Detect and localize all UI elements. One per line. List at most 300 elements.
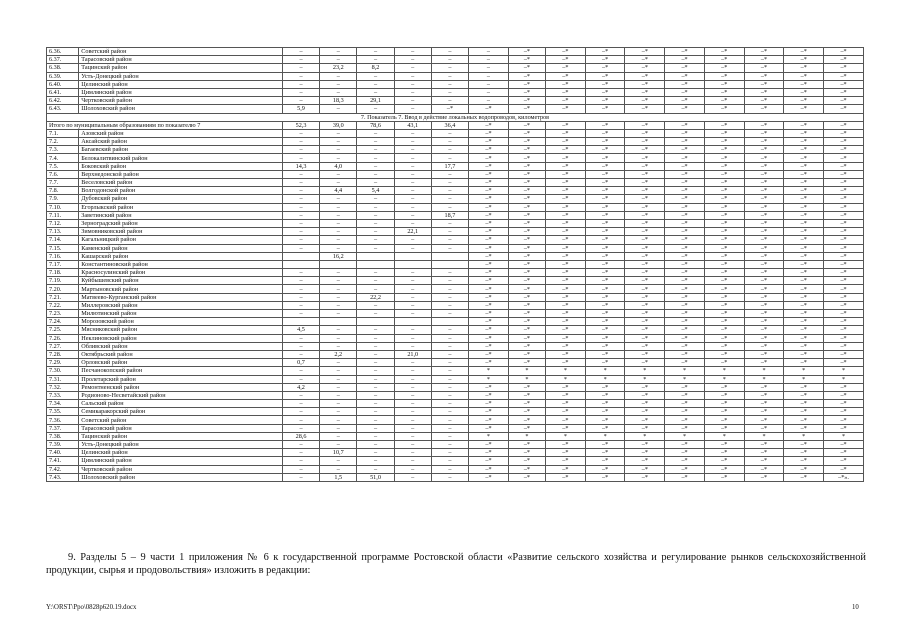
district-name: Цимлянский район	[79, 88, 283, 96]
value-cell: –	[357, 301, 394, 309]
value-cell: –	[469, 97, 509, 105]
row-number: 7.13.	[47, 228, 79, 236]
district-name: Шолоховский район	[79, 473, 283, 481]
total-value-cell: –*	[784, 121, 824, 129]
value-cell: –	[357, 88, 394, 96]
value-cell: –*	[546, 350, 586, 358]
value-cell: –	[394, 269, 431, 277]
value-cell: –*	[665, 146, 705, 154]
value-cell: –*	[665, 64, 705, 72]
value-cell: –*	[704, 219, 744, 227]
value-cell: –*	[585, 277, 625, 285]
value-cell: –	[394, 154, 431, 162]
value-cell: –	[320, 465, 357, 473]
value-cell: –*	[546, 408, 586, 416]
value-cell: –*	[508, 80, 545, 88]
value-cell: –*	[508, 400, 545, 408]
value-cell: –	[394, 408, 431, 416]
value-cell: –*	[824, 146, 864, 154]
value-cell: –	[320, 416, 357, 424]
value-cell: –*	[744, 449, 784, 457]
value-cell: –*	[784, 252, 824, 260]
value-cell: –*	[508, 179, 545, 187]
value-cell: –*	[665, 350, 705, 358]
value-cell: –*	[824, 350, 864, 358]
value-cell: –*	[824, 72, 864, 80]
value-cell: –	[431, 236, 468, 244]
value-cell: –	[320, 293, 357, 301]
value-cell: –*	[824, 105, 864, 113]
value-cell: –	[394, 465, 431, 473]
value-cell: –	[357, 416, 394, 424]
value-cell: –	[282, 334, 319, 342]
value-cell: –	[282, 391, 319, 399]
value-cell: 4,0	[320, 162, 357, 170]
value-cell: –*	[585, 48, 625, 56]
value-cell: –*	[704, 170, 744, 178]
value-cell: *	[585, 367, 625, 375]
table-row	[47, 179, 864, 187]
value-cell: –*	[784, 170, 824, 178]
value-cell: –	[282, 424, 319, 432]
value-cell: –*	[625, 105, 665, 113]
value-cell: –*	[665, 80, 705, 88]
row-number: 7.16.	[47, 252, 79, 260]
value-cell: –*	[784, 383, 824, 391]
row-number: 7.34.	[47, 400, 79, 408]
value-cell: –*	[625, 187, 665, 195]
value-cell: –	[282, 269, 319, 277]
table-row	[47, 56, 864, 64]
value-cell: –*	[546, 129, 586, 137]
value-cell: –	[394, 277, 431, 285]
value-cell: –*	[469, 391, 509, 399]
table-row	[47, 211, 864, 219]
value-cell: –*	[704, 56, 744, 64]
value-cell: –*	[469, 236, 509, 244]
value-cell: –*	[704, 252, 744, 260]
value-cell: –	[431, 301, 468, 309]
value-cell: –	[431, 432, 468, 440]
value-cell: –*	[824, 203, 864, 211]
value-cell: –*	[704, 179, 744, 187]
value-cell: –*	[585, 203, 625, 211]
table-row	[47, 228, 864, 236]
value-cell: –*	[824, 80, 864, 88]
value-cell: –	[320, 375, 357, 383]
value-cell: –*	[824, 277, 864, 285]
value-cell: –*	[744, 318, 784, 326]
value-cell: –	[431, 269, 468, 277]
table-row	[47, 170, 864, 178]
district-name: Советский район	[79, 48, 283, 56]
value-cell: –*	[665, 252, 705, 260]
value-cell: –*	[824, 64, 864, 72]
value-cell: –*	[585, 187, 625, 195]
value-cell: –	[394, 129, 431, 137]
value-cell: –	[469, 80, 509, 88]
value-cell: –*	[508, 301, 545, 309]
value-cell: –	[282, 416, 319, 424]
value-cell: –	[282, 449, 319, 457]
value-cell: –*	[784, 416, 824, 424]
table-row	[47, 138, 864, 146]
value-cell: –	[394, 416, 431, 424]
value-cell: 4,5	[282, 326, 319, 334]
value-cell: –*	[665, 129, 705, 137]
value-cell: –*	[469, 457, 509, 465]
value-cell: –*	[784, 211, 824, 219]
value-cell: –*	[824, 383, 864, 391]
value-cell: –*	[625, 359, 665, 367]
value-cell: –*	[784, 228, 824, 236]
value-cell: –*	[665, 318, 705, 326]
value-cell	[431, 260, 468, 268]
value-cell: –*	[508, 48, 545, 56]
row-number: 7.6.	[47, 170, 79, 178]
value-cell: 14,3	[282, 162, 319, 170]
value-cell: –	[394, 56, 431, 64]
value-cell: –*	[625, 203, 665, 211]
value-cell: –	[431, 72, 468, 80]
value-cell: 1,5	[320, 473, 357, 481]
value-cell: –*	[585, 383, 625, 391]
value-cell: –	[282, 285, 319, 293]
value-cell: *	[824, 367, 864, 375]
value-cell: –*	[585, 146, 625, 154]
value-cell: –	[431, 326, 468, 334]
value-cell: –*	[744, 162, 784, 170]
value-cell: –*	[824, 195, 864, 203]
row-number: 7.7.	[47, 179, 79, 187]
value-cell: –	[469, 88, 509, 96]
value-cell: –*	[744, 129, 784, 137]
value-cell: –*	[784, 350, 824, 358]
value-cell: –	[320, 146, 357, 154]
value-cell: –	[394, 244, 431, 252]
value-cell: –*	[546, 97, 586, 105]
value-cell: –	[394, 391, 431, 399]
value-cell: –	[282, 64, 319, 72]
value-cell: –*	[704, 154, 744, 162]
value-cell: –*	[704, 301, 744, 309]
value-cell: –	[394, 441, 431, 449]
value-cell: –*	[704, 260, 744, 268]
value-cell: –*	[824, 408, 864, 416]
value-cell: –*	[665, 342, 705, 350]
value-cell: 4,4	[320, 187, 357, 195]
district-name: Обливский район	[79, 342, 283, 350]
value-cell: –*	[546, 170, 586, 178]
value-cell: –*	[824, 179, 864, 187]
value-cell: –*	[824, 359, 864, 367]
value-cell: –	[357, 449, 394, 457]
value-cell: –*	[508, 154, 545, 162]
district-name: Цимлянский район	[79, 457, 283, 465]
value-cell: –*	[665, 97, 705, 105]
value-cell: –*	[784, 359, 824, 367]
value-cell: –*	[508, 465, 545, 473]
value-cell: –*	[744, 211, 784, 219]
value-cell: –	[394, 146, 431, 154]
value-cell: –	[320, 367, 357, 375]
value-cell: –*	[784, 473, 824, 481]
value-cell: –	[282, 170, 319, 178]
value-cell: –*	[625, 219, 665, 227]
value-cell: *	[665, 367, 705, 375]
value-cell: –*	[469, 359, 509, 367]
row-number: 6.41.	[47, 88, 79, 96]
value-cell: –*».	[824, 473, 864, 481]
value-cell: –	[394, 285, 431, 293]
value-cell: *	[784, 367, 824, 375]
value-cell: –*	[665, 465, 705, 473]
value-cell: –	[357, 129, 394, 137]
table-row	[47, 310, 864, 318]
value-cell: –*	[784, 342, 824, 350]
value-cell: –*	[508, 457, 545, 465]
value-cell: –	[431, 187, 468, 195]
value-cell: –*	[824, 252, 864, 260]
value-cell: *	[625, 375, 665, 383]
row-number: 7.40.	[47, 449, 79, 457]
value-cell: 0,7	[282, 359, 319, 367]
value-cell: –*	[704, 334, 744, 342]
row-number: 7.14.	[47, 236, 79, 244]
district-name: Каменский район	[79, 244, 283, 252]
district-name: Орловский район	[79, 359, 283, 367]
value-cell: –	[320, 219, 357, 227]
value-cell: –*	[546, 449, 586, 457]
value-cell: –*	[585, 301, 625, 309]
value-cell: –*	[585, 129, 625, 137]
value-cell: –*	[665, 219, 705, 227]
value-cell: –*	[625, 236, 665, 244]
value-cell: –*	[469, 187, 509, 195]
value-cell: –	[320, 342, 357, 350]
value-cell: –	[431, 138, 468, 146]
row-number: 7.2.	[47, 138, 79, 146]
value-cell: –*	[665, 441, 705, 449]
value-cell: –*	[824, 154, 864, 162]
value-cell: –	[431, 97, 468, 105]
value-cell: –	[394, 187, 431, 195]
value-cell: –	[357, 170, 394, 178]
table-row	[47, 97, 864, 105]
district-name: Белокалитвинский район	[79, 154, 283, 162]
value-cell: –*	[585, 195, 625, 203]
value-cell: –*	[744, 457, 784, 465]
value-cell: –*	[508, 162, 545, 170]
value-cell: –*	[469, 400, 509, 408]
value-cell: –*	[744, 146, 784, 154]
value-cell: –*	[784, 195, 824, 203]
value-cell: –*	[625, 318, 665, 326]
value-cell: –*	[625, 326, 665, 334]
value-cell: –*	[546, 219, 586, 227]
value-cell: –	[357, 310, 394, 318]
value-cell: –*	[824, 228, 864, 236]
value-cell: –*	[625, 170, 665, 178]
value-cell: –	[431, 441, 468, 449]
value-cell: 28,6	[282, 432, 319, 440]
value-cell: –	[282, 457, 319, 465]
table-row	[47, 359, 864, 367]
value-cell: –	[320, 72, 357, 80]
value-cell: –*	[625, 457, 665, 465]
value-cell: –*	[625, 293, 665, 301]
value-cell: –	[469, 72, 509, 80]
value-cell: –*	[625, 465, 665, 473]
row-number: 7.22.	[47, 301, 79, 309]
value-cell: –*	[469, 162, 509, 170]
value-cell: –*	[585, 179, 625, 187]
row-number: 7.26.	[47, 334, 79, 342]
value-cell: –*	[508, 146, 545, 154]
district-name: Тацинский район	[79, 64, 283, 72]
value-cell: –*	[585, 416, 625, 424]
value-cell: –	[282, 473, 319, 481]
value-cell: –*	[744, 400, 784, 408]
value-cell: –*	[665, 408, 705, 416]
value-cell: –*	[665, 105, 705, 113]
value-cell: –*	[546, 441, 586, 449]
value-cell: –	[282, 88, 319, 96]
district-name: Мартыновский район	[79, 285, 283, 293]
value-cell: –*	[704, 326, 744, 334]
section-title: 7. Показатель 7. Ввод в действие локальных водопроводов, километров	[47, 113, 864, 121]
table-row	[47, 424, 864, 432]
value-cell: –	[469, 64, 509, 72]
value-cell: –*	[704, 310, 744, 318]
value-cell: –*	[625, 342, 665, 350]
value-cell: –*	[469, 408, 509, 416]
value-cell: –	[357, 465, 394, 473]
total-value-cell: –*	[508, 121, 545, 129]
table-row	[47, 260, 864, 268]
value-cell: –*	[625, 408, 665, 416]
value-cell: –	[394, 400, 431, 408]
indicator-table	[46, 47, 864, 482]
value-cell: –*	[784, 187, 824, 195]
value-cell: –*	[704, 318, 744, 326]
value-cell: –*	[625, 195, 665, 203]
value-cell: –	[282, 465, 319, 473]
value-cell: –*	[585, 441, 625, 449]
value-cell: –*	[744, 203, 784, 211]
district-name: Боковский район	[79, 162, 283, 170]
value-cell: –	[357, 424, 394, 432]
district-name: Усть-Донецкий район	[79, 441, 283, 449]
value-cell: –	[320, 56, 357, 64]
value-cell: –	[394, 48, 431, 56]
value-cell	[282, 252, 319, 260]
value-cell: –*	[546, 334, 586, 342]
value-cell: –	[469, 48, 509, 56]
value-cell: –*	[824, 129, 864, 137]
value-cell: –*	[704, 473, 744, 481]
value-cell: –*	[546, 138, 586, 146]
value-cell: –*	[665, 301, 705, 309]
value-cell: –	[431, 179, 468, 187]
value-cell: –*	[824, 236, 864, 244]
district-name: Чертковский район	[79, 465, 283, 473]
value-cell: –	[394, 457, 431, 465]
value-cell: –*	[784, 146, 824, 154]
value-cell: –*	[824, 334, 864, 342]
table-row	[47, 154, 864, 162]
value-cell: –	[282, 146, 319, 154]
value-cell: –*	[784, 457, 824, 465]
row-number: 7.35.	[47, 408, 79, 416]
value-cell: –*	[508, 449, 545, 457]
value-cell: –*	[625, 252, 665, 260]
value-cell: *	[508, 367, 545, 375]
value-cell: –*	[625, 97, 665, 105]
value-cell: –*	[585, 326, 625, 334]
value-cell: –*	[546, 187, 586, 195]
value-cell: –*	[625, 211, 665, 219]
value-cell: –*	[665, 203, 705, 211]
row-number: 7.5.	[47, 162, 79, 170]
value-cell: –*	[508, 56, 545, 64]
row-number: 7.36.	[47, 416, 79, 424]
district-name: Тарасовский район	[79, 56, 283, 64]
table-row	[47, 162, 864, 170]
value-cell: –*	[665, 244, 705, 252]
value-cell: –*	[665, 195, 705, 203]
row-number: 7.17.	[47, 260, 79, 268]
value-cell: –*	[625, 56, 665, 64]
table-row	[47, 342, 864, 350]
value-cell: –*	[625, 391, 665, 399]
value-cell: *	[665, 375, 705, 383]
district-name: Чертковский район	[79, 97, 283, 105]
value-cell: –*	[469, 318, 509, 326]
value-cell: –*	[625, 64, 665, 72]
value-cell: –	[431, 203, 468, 211]
table-row	[47, 146, 864, 154]
district-name: Миллеровский район	[79, 301, 283, 309]
value-cell: –*	[546, 400, 586, 408]
value-cell: –*	[585, 391, 625, 399]
value-cell: –*	[546, 318, 586, 326]
value-cell: –	[357, 48, 394, 56]
value-cell: –	[320, 400, 357, 408]
value-cell: –	[282, 350, 319, 358]
table-row	[47, 400, 864, 408]
value-cell: –	[282, 244, 319, 252]
value-cell: –	[431, 195, 468, 203]
value-cell: –	[320, 408, 357, 416]
value-cell: –*	[546, 179, 586, 187]
value-cell: –*	[744, 408, 784, 416]
value-cell: –*	[784, 244, 824, 252]
value-cell: –*	[665, 211, 705, 219]
value-cell: –*	[508, 285, 545, 293]
district-name: Октябрьский район	[79, 350, 283, 358]
value-cell: –	[431, 219, 468, 227]
row-number: 6.38.	[47, 64, 79, 72]
value-cell: –	[320, 359, 357, 367]
value-cell: –	[431, 383, 468, 391]
district-name: Верхнедонской район	[79, 170, 283, 178]
value-cell: *	[824, 375, 864, 383]
value-cell: –	[431, 88, 468, 96]
value-cell: –*	[744, 293, 784, 301]
value-cell: –*	[704, 457, 744, 465]
value-cell: –*	[585, 97, 625, 105]
